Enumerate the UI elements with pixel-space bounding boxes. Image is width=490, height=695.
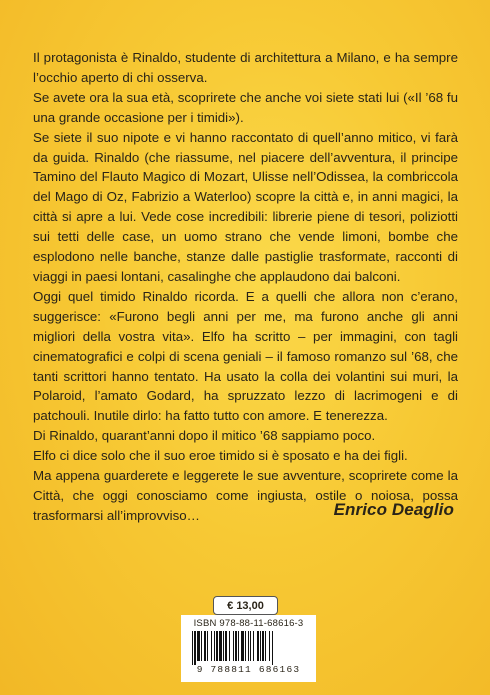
paragraph-5: Di Rinaldo, quarant’anni dopo il mitico ’68 sappiamo poco. — [33, 428, 376, 444]
barcode-bar — [262, 631, 264, 661]
barcode-bar — [223, 631, 224, 661]
price-tag: € 13,00 — [213, 596, 278, 615]
barcode-bar — [207, 631, 208, 661]
barcode-bar — [204, 631, 206, 661]
barcode-bar — [253, 631, 254, 661]
blurb — [33, 48, 458, 526]
barcode-bar — [260, 631, 261, 661]
paragraph-1: Il protagonista è Rinaldo, studente di architettura a Milano, e ha sempre l’occhio aperto di chi osserva. — [33, 50, 458, 85]
barcode-bar — [216, 631, 218, 661]
barcode-bar — [233, 631, 234, 661]
paragraph-4: Oggi quel timido Rinaldo ricorda. E a quelli che allora non c’erano, suggerisce: «Furono begli anni per me, ma furono anche gli anni migliori della vostra vita». Elfo ha scritto – per immagini, con tagli cinematografici e colpi di scena geniali – il famoso romanzo sul ’68, che tanti scrittori hanno tentato. Ha usato la colla dei volantini sui muri, la Polaroid, l’amato Godard, ha spruzzato lezzo di lacrimogeni e di patchouli. Inutile dirlo: ha fatto tutto con amore. E tenerezza. — [33, 288, 458, 424]
barcode-image — [190, 631, 308, 665]
barcode-bar — [194, 631, 196, 665]
barcode-bar — [201, 631, 202, 661]
barcode-bar — [272, 631, 273, 665]
paragraph-6: Elfo ci dice solo che il suo eroe timido si è sposato e ha dei figli. — [33, 448, 408, 464]
barcode-bar — [229, 631, 230, 661]
barcode-bar — [192, 631, 193, 665]
barcode-bar — [265, 631, 266, 661]
barcode-bar — [241, 631, 244, 661]
ean-number: 9 788811 686163 — [196, 664, 301, 675]
barcode-bar — [257, 631, 259, 661]
barcode-bar — [219, 631, 222, 661]
paragraph-3: Se siete il suo nipote e vi hanno raccontato di quell’anno mitico, vi farà da guida. Rinaldo (che riassume, nel piacere dell’avventura, il principe Tamino del Flauto Magico di Mozart, Ulisse nell’Odissea, la combriccola del Mago di Oz, Fabrizio a Waterloo) scopre la città e, in anni magici, la città si apre a lui. Vede cose incredibili: librerie piene di tesori, poliziotti sui tetti delle case, un uomo strano che vende limoni, bombe che esplodono nelle banche, stanze dalle pastiglie trasformate, racconti di viaggi in paesi lontani, casalinghe che applaudono dai balconi. — [33, 129, 458, 284]
barcode-bar — [197, 631, 200, 661]
barcode-bar — [211, 631, 212, 661]
isbn-number: ISBN 978-88-11-68616-3 — [193, 618, 304, 629]
barcode-bar — [269, 631, 270, 661]
barcode-bar — [214, 631, 215, 661]
paragraph-2: Se avete ora la sua età, scoprirete che anche voi siete stati lui («Il ’68 fu una grande occasione per i timidi»). — [33, 89, 458, 125]
barcode-bar — [235, 631, 237, 661]
barcode-bar — [225, 631, 227, 661]
barcode-bar — [250, 631, 251, 661]
barcode-bar — [238, 631, 239, 661]
barcode-bar — [245, 631, 246, 661]
isbn-label — [181, 615, 316, 682]
paragraph-7: Ma appena guarderete e leggerete le sue avventure, scoprirete come la Città, che oggi conosciamo come ingiusta, ostile o noiosa, possa trasformarsi all’improvviso… — [33, 468, 458, 523]
barcode-bar — [248, 631, 249, 661]
author-signature: Enrico Deaglio — [333, 500, 454, 519]
